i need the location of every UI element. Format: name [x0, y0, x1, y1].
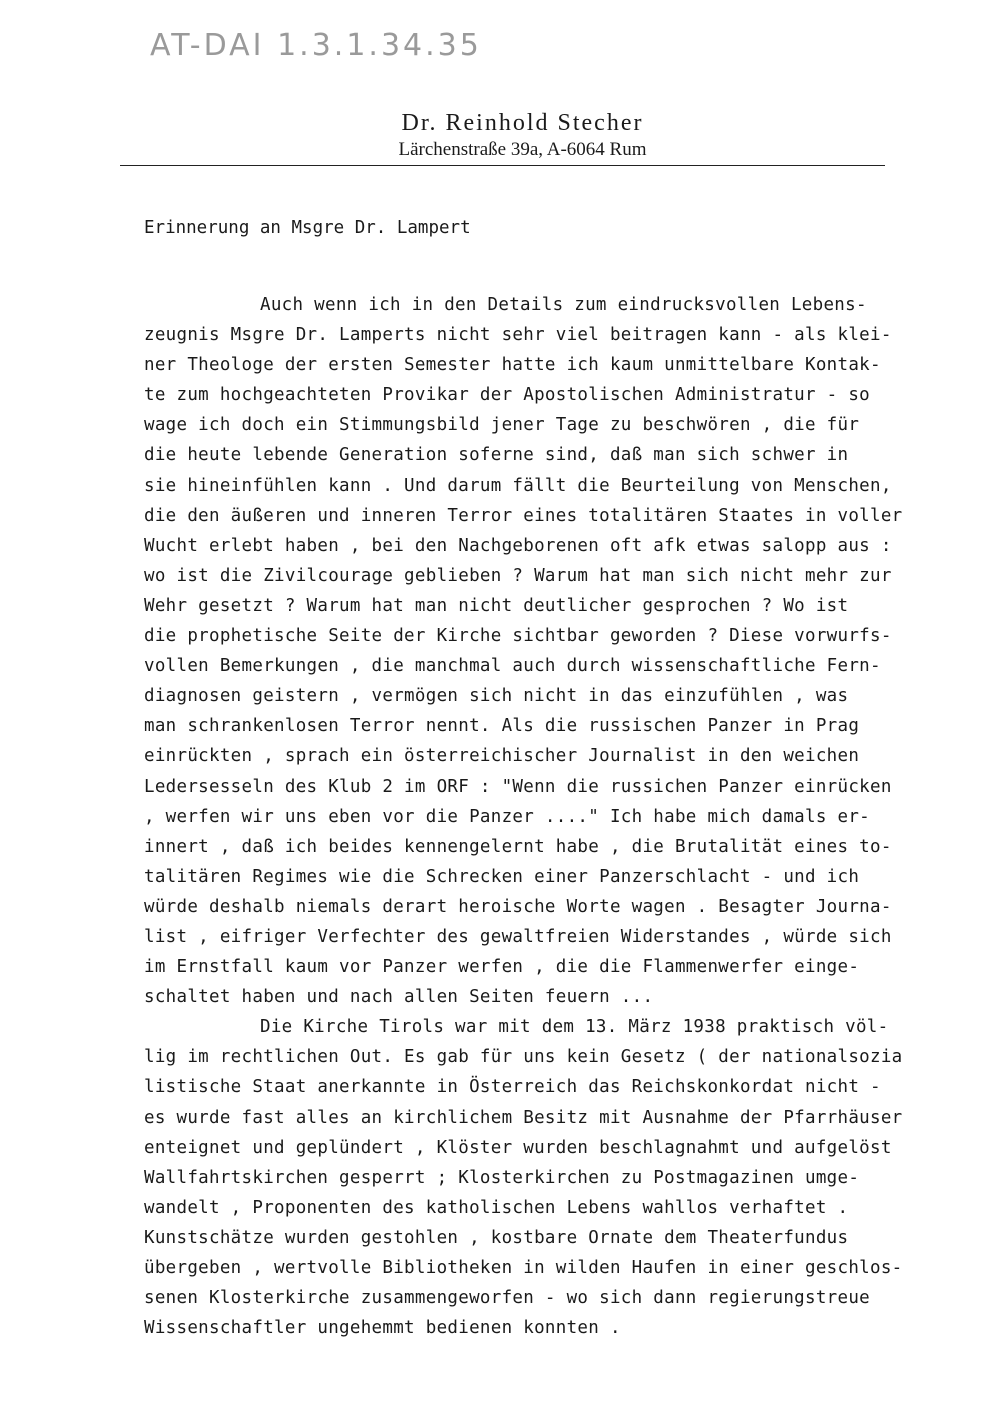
text-line: Wehr gesetzt ? Warum hat man nicht deutlicher gesprochen ? Wo ist	[144, 595, 849, 616]
text-line: wo ist die Zivilcourage geblieben ? Warum hat man sich nicht mehr zur	[144, 565, 892, 586]
letterhead-address: Lärchenstraße 39a, A-6064 Rum	[398, 139, 647, 160]
letter-body	[144, 290, 974, 1343]
text-line: Auch wenn ich in den Details zum eindrucksvollen Lebens-	[260, 295, 867, 315]
text-line: Wallfahrtskirchen gesperrt ; Klosterkirchen zu Postmagazinen umge-	[144, 1167, 860, 1188]
text-line: die den äußeren und inneren Terror eines totalitären Staates in voller	[144, 505, 903, 526]
text-line: enteignet und geplündert , Klöster wurden beschlagnahmt und aufgelöst	[144, 1137, 892, 1158]
text-line: es wurde fast alles an kirchlichem Besitz mit Ausnahme der Pfarrhäuser	[144, 1107, 903, 1128]
text-line: sie hineinfühlen kann . Und darum fällt die Beurteilung von Menschen,	[144, 475, 892, 496]
text-line: Wucht erlebt haben , bei den Nachgeborenen oft afk etwas salopp aus :	[144, 535, 892, 556]
text-line: list , eifriger Verfechter des gewaltfreien Widerstandes , würde sich	[144, 926, 892, 947]
letterhead-name: Dr. Reinhold Stecher	[401, 110, 644, 136]
text-line: , werfen wir uns eben vor die Panzer ...." Ich habe mich damals er-	[144, 806, 871, 827]
text-line: Die Kirche Tirols war mit dem 13. März 1938 praktisch völ-	[260, 1017, 889, 1038]
text-line: listische Staat anerkannte in Österreich das Reichskonkordat nicht -	[144, 1077, 881, 1098]
text-line: innert , daß ich beides kennengelernt habe , die Brutalität eines to-	[144, 836, 892, 857]
text-line: im Ernstfall kaum vor Panzer werfen , die die Flammenwerfer einge-	[144, 957, 860, 978]
text-line: talitären Regimes wie die Schrecken einer Panzerschlacht - und ich	[144, 866, 860, 887]
text-line: schaltet haben und nach allen Seiten feuern ...	[144, 987, 654, 1008]
text-line: te zum hochgeachteten Provikar der Apostolischen Administratur - so	[144, 385, 871, 406]
text-line: senen Klosterkirche zusammengeworfen - wo sich dann regierungstreue	[144, 1288, 871, 1309]
text-line: die heute lebende Generation soferne sind, daß man sich schwer in	[144, 445, 849, 466]
text-line: vollen Bemerkungen , die manchmal auch durch wissenschaftliche Fern-	[144, 656, 881, 677]
letterhead-rule	[120, 165, 885, 166]
text-line: würde deshalb niemals derart heroische Worte wagen . Besagter Journa-	[144, 896, 892, 917]
text-line: Wissenschaftler ungehemmt bedienen konnten .	[144, 1318, 621, 1339]
text-line: Kunstschätze wurden gestohlen , kostbare Ornate dem Theaterfundus	[144, 1227, 849, 1248]
text-line: die prophetische Seite der Kirche sichtbar geworden ? Diese vorwurfs-	[144, 626, 892, 647]
text-line: einrückten , sprach ein österreichischer Journalist in den weichen	[144, 746, 860, 767]
document-title: Erinnerung an Msgre Dr. Lampert	[144, 218, 471, 238]
text-line: übergeben , wertvolle Bibliotheken in wilden Haufen in einer geschlos-	[144, 1258, 903, 1278]
text-line: zeugnis Msgre Dr. Lamperts nicht sehr viel beitragen kann - als klei-	[144, 325, 892, 346]
text-line: wandelt , Proponenten des katholischen Lebens wahllos verhaftet .	[144, 1197, 849, 1218]
text-line: man schrankenlosen Terror nennt. Als die russischen Panzer in Prag	[144, 716, 860, 737]
text-line: lig im rechtlichen Out. Es gab für uns kein Gesetz ( der nationalsozia	[144, 1047, 903, 1068]
text-line: diagnosen geistern , vermögen sich nicht in das einzufühlen , was	[144, 686, 849, 707]
text-line: ner Theologe der ersten Semester hatte ich kaum unmittelbare Kontak-	[144, 355, 881, 376]
text-line: wage ich doch ein Stimmungsbild jener Tage zu beschwören , die für	[144, 415, 860, 436]
text-line: Ledersesseln des Klub 2 im ORF : "Wenn die russichen Panzer einrücken	[144, 776, 892, 797]
letterhead	[120, 110, 885, 166]
archive-reference-handwritten: AT-DAI 1.3.1.34.35	[150, 28, 482, 63]
